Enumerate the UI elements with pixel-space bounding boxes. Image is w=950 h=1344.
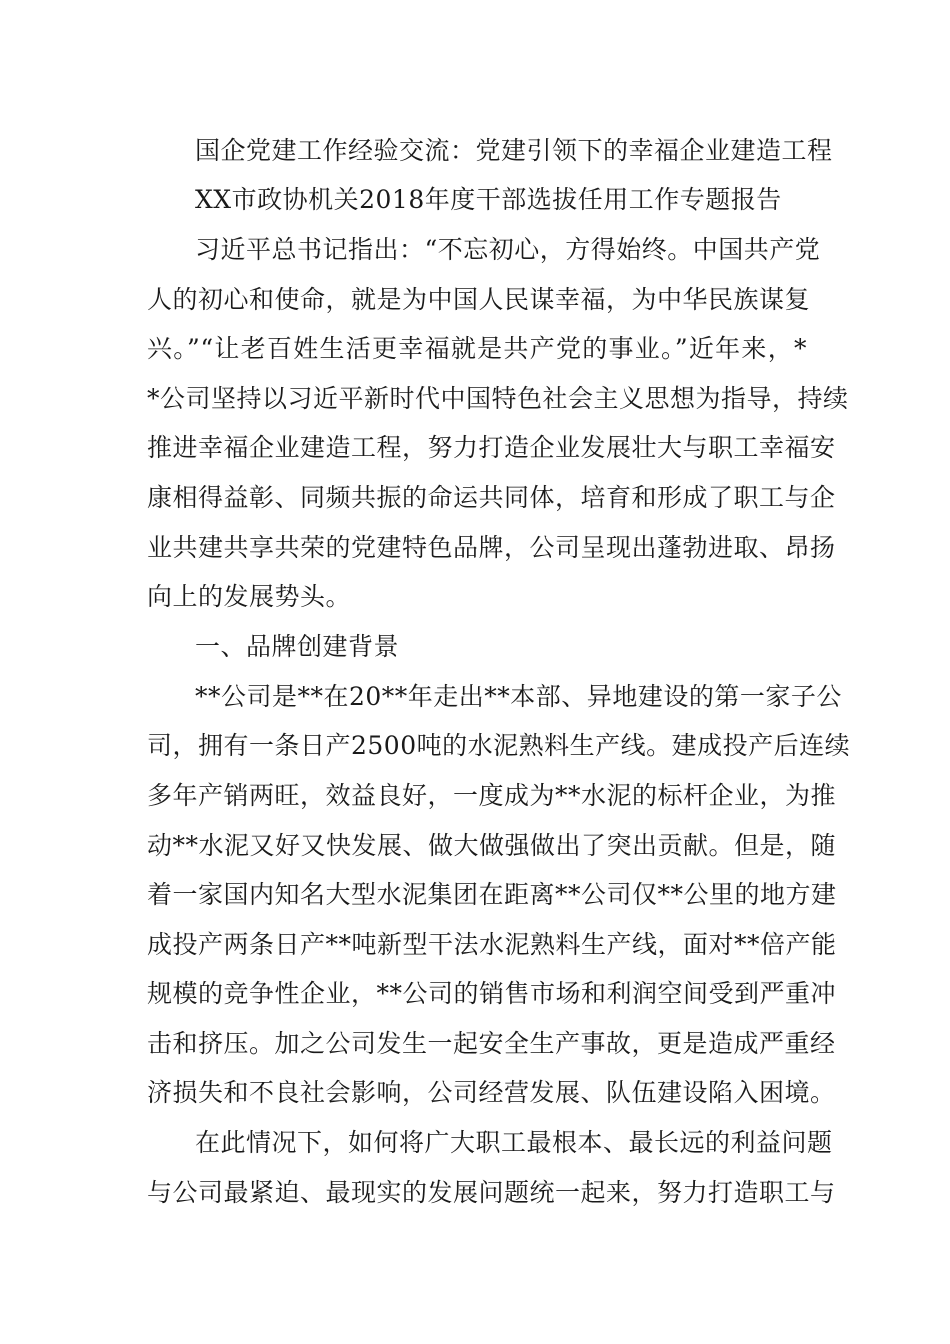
intro-line: *公司坚持以习近平新时代中国特色社会主义思想为指导，持续 bbox=[147, 384, 849, 413]
paragraph-line: 着一家国内知名大型水泥集团在距离**公司仅**公里的地方建 bbox=[147, 880, 837, 909]
paragraph-line: 多年产销两旺，效益良好，一度成为**水泥的标杆企业，为推 bbox=[147, 781, 837, 810]
paragraph-line: 在此情况下，如何将广大职工最根本、最长远的利益问题 bbox=[195, 1128, 833, 1157]
intro-line: 兴。”“让老百姓生活更幸福就是共产党的事业。”近年来，* bbox=[147, 334, 807, 363]
intro-line: 习近平总书记指出：“不忘初心，方得始终。中国共产党 bbox=[195, 235, 821, 264]
intro-line: 推进幸福企业建造工程，努力打造企业发展壮大与职工幸福安 bbox=[147, 433, 836, 462]
intro-line: 人的初心和使命，就是为中国人民谋幸福，为中华民族谋复 bbox=[147, 285, 811, 314]
paragraph-line: 规模的竞争性企业，**公司的销售市场和利润空间受到严重冲 bbox=[147, 979, 837, 1008]
paragraph-line: 司，拥有一条日产2500吨的水泥熟料生产线。建成投产后连续 bbox=[147, 731, 851, 760]
intro-line: 康相得益彰、同频共振的命运共同体，培育和形成了职工与企 bbox=[147, 483, 836, 512]
paragraph-line: 击和挤压。加之公司发生一起安全生产事故，更是造成严重经 bbox=[147, 1029, 836, 1058]
document-title-line-2: XX市政协机关2018年度干部选拔任用工作专题报告 bbox=[195, 185, 782, 214]
document-title-line-1: 国企党建工作经验交流：党建引领下的幸福企业建造工程 bbox=[195, 136, 833, 165]
paragraph-line: 成投产两条日产**吨新型干法水泥熟料生产线，面对**倍产能 bbox=[147, 930, 837, 959]
paragraph-line: 动**水泥又好又快发展、做大做强做出了突出贡献。但是，随 bbox=[147, 831, 837, 860]
intro-line: 业共建共享共荣的党建特色品牌，公司呈现出蓬勃进取、昂扬 bbox=[147, 533, 836, 562]
section-heading: 一、品牌创建背景 bbox=[195, 632, 400, 661]
paragraph-line: 济损失和不良社会影响，公司经营发展、队伍建设陷入困境。 bbox=[147, 1078, 836, 1107]
paragraph-line: **公司是**在20**年走出**本部、异地建设的第一家子公 bbox=[195, 682, 842, 711]
paragraph-line: 与公司最紧迫、最现实的发展问题统一起来，努力打造职工与 bbox=[147, 1178, 836, 1207]
intro-line: 向上的发展势头。 bbox=[147, 582, 352, 611]
